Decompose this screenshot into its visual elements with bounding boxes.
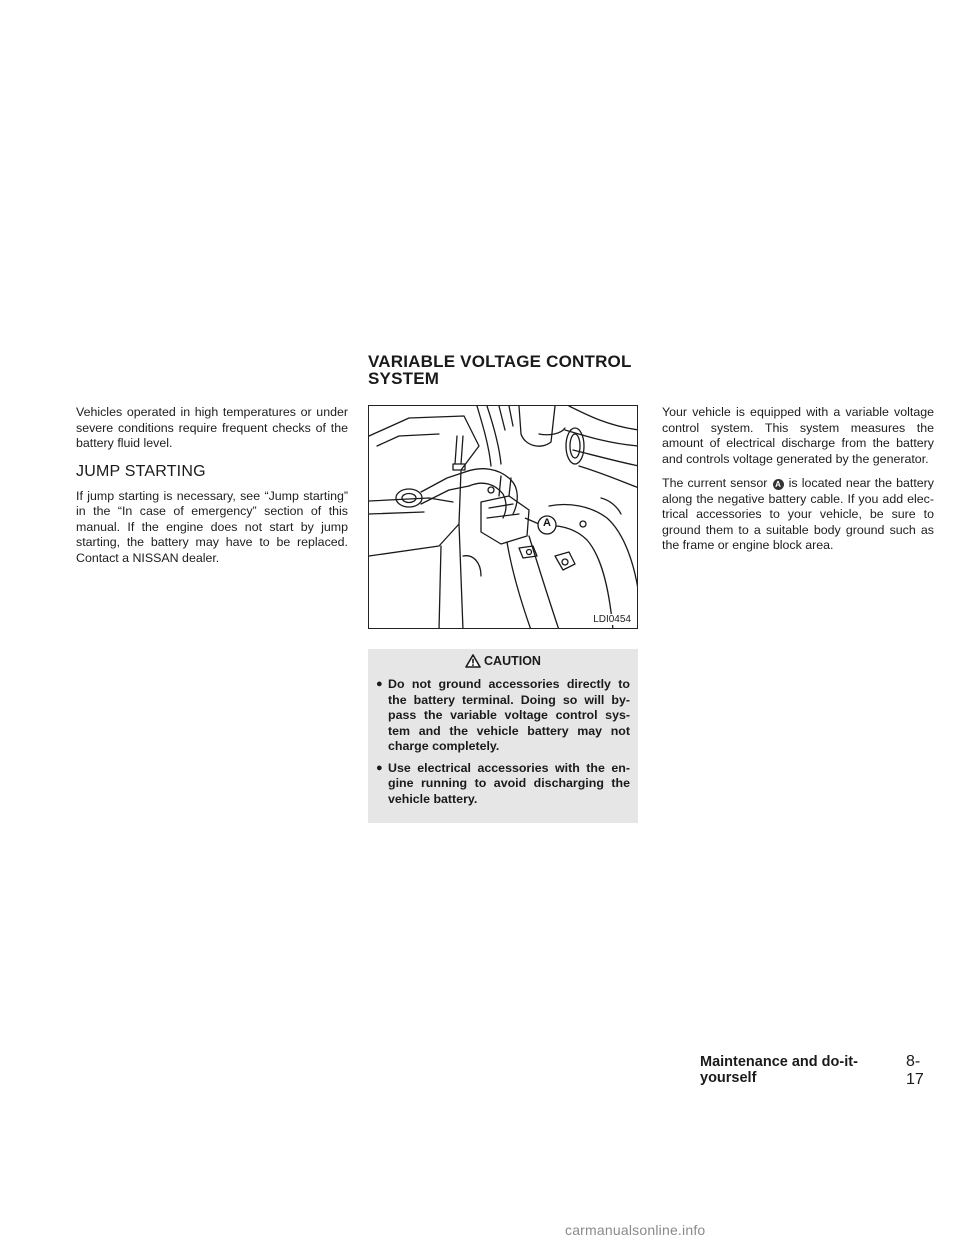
jump-starting-paragraph: If jump starting is necessary, see “Jump starting” in the “In case of emergency” section of this manual. If the engine does not start by jump starting, the battery may have to be replaced. Contact a NISSAN dealer. (76, 488, 348, 565)
caution-item (376, 761, 630, 808)
caution-heading: CAUTION (484, 654, 541, 668)
caution-item (376, 677, 630, 755)
section-title (368, 353, 668, 387)
page-footer (700, 1053, 936, 1089)
engine-bay-figure (368, 405, 638, 629)
figure-code: LDI0454 (593, 614, 631, 625)
engine-bay-illustration (369, 406, 638, 629)
caution-box (368, 649, 638, 823)
left-column (76, 405, 348, 566)
bullet-icon: ● (376, 761, 383, 774)
right-column (662, 405, 934, 554)
current-sensor-text-start: The current sensor (662, 476, 768, 490)
caution-list (376, 677, 630, 807)
bullet-icon: ● (376, 678, 383, 690)
vvc-intro-paragraph: Your vehicle is equipped with a variable voltage control system. This system measures the amount of electrical discharge from the battery and controls voltage generated by the generator. (662, 405, 934, 466)
section-title-line-1: VARIABLE VOLTAGE CONTROL (368, 352, 632, 371)
sensor-marker-a-icon: A (773, 479, 784, 490)
page-number: 8-17 (905, 1053, 924, 1088)
figure-marker-a: A (543, 517, 551, 529)
jump-starting-heading: JUMP STARTING (76, 462, 206, 480)
current-sensor-text-end: is located near the battery along the negative battery cable. If you add elec-trical accessories to your vehicle, be sure to ground them to a suitable body ground such as the frame or engine block area. (662, 476, 934, 552)
watermark: carmanualsonline.info (565, 1222, 706, 1238)
warning-triangle-icon (465, 654, 481, 668)
caution-header (376, 649, 630, 673)
caution-item-text: Do not ground accessories directly to the battery terminal. Doing so will by-pass the variable voltage control sys-tem and the vehicle battery may not charge completely. (388, 677, 630, 753)
chapter-title: Maintenance and do-it-yourself (700, 1054, 858, 1086)
current-sensor-paragraph (662, 476, 934, 554)
section-title-line-2: SYSTEM (368, 369, 440, 388)
caution-item-text: Use electrical accessories with the en-gine running to avoid discharging the vehicle battery. (388, 760, 630, 806)
battery-fluid-paragraph: Vehicles operated in high temperatures or under severe conditions require frequent checks of the battery fluid level. (76, 405, 348, 450)
